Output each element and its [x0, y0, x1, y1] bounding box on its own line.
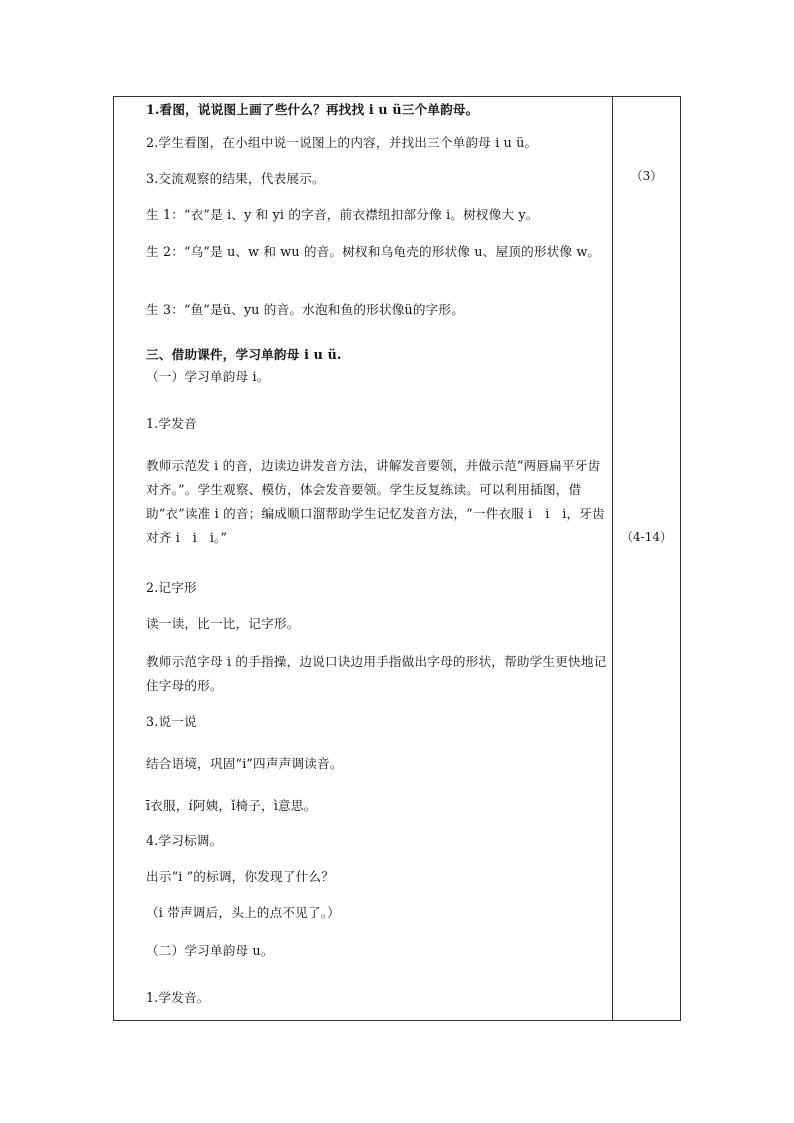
section-3-heading: 三、借助课件，学习单韵母 i u ü.: [146, 347, 342, 362]
lesson-content-cell: [114, 97, 612, 1020]
i-tone-words: ī衣服，í阿姨，ǐ椅子，ì意思。: [146, 798, 317, 813]
i-step-2-shape: 2.记字形: [146, 580, 197, 595]
lesson-table: [113, 96, 681, 1021]
time-column: [613, 97, 680, 1020]
i-step-3-speak: 3.说一说: [146, 714, 197, 729]
student-1-answer: 生 1：“衣”是 i、y 和 yi 的字音，前衣襟纽扣部分像 i。树杈像大 y。: [146, 207, 539, 222]
i-teacher-demo: 教师示范发 i 的音，边读边讲发音方法，讲解发音要领，并做示范“两唇扁平牙齿对齐。”。学生观察、模仿，体会发音要领。学生反复练读。可以利用插图，借助“衣”读准 i 的音；编成顺口溜帮助学生记忆发音方法，“一件衣服 i i i，牙齿对齐 i i i。”: [146, 458, 605, 545]
step-1-look: 1.看图，说说图上画了些什么？再找找 i u ü三个单韵母。: [146, 102, 479, 117]
i-tone-context: 结合语境，巩固“i”四声声调读音。: [146, 756, 343, 771]
i-finger-exercise: 教师示范字母 i 的手指操，边说口诀边用手指做出字母的形状，帮助学生更快地记住字母的形。: [146, 654, 607, 693]
student-3-answer: 生 3：“鱼”是ü、yu 的音。水泡和鱼的形状像ü的字形。: [146, 302, 465, 317]
i-tone-answer: （i 带声调后，头上的点不见了。）: [146, 905, 341, 920]
i-step-1-pronounce: 1.学发音: [146, 416, 197, 431]
subsection-1-heading: （一）学习单韵母 i。: [146, 369, 270, 384]
student-2-answer: 生 2：“乌”是 u、w 和 wu 的音。树杈和乌龟壳的形状像 u、屋顶的形状像 w。: [146, 244, 601, 259]
step-3-share: 3.交流观察的结果，代表展示。: [146, 171, 325, 186]
time-note-1: （3）: [630, 169, 663, 183]
subsection-2-heading: （二）学习单韵母 u。: [146, 943, 274, 958]
i-step-4-tone-mark: 4.学习标调。: [146, 833, 223, 848]
step-2-group: 2.学生看图，在小组中说一说图上的内容，并找出三个单韵母 i u ü。: [146, 135, 538, 150]
i-tone-question: 出示“i ”的标调，你发现了什么？: [146, 869, 335, 884]
u-step-1-pronounce: 1.学发音。: [146, 990, 210, 1005]
time-note-2: （4-14）: [621, 530, 672, 544]
i-read-compare: 读一读，比一比，记字形。: [146, 616, 300, 631]
